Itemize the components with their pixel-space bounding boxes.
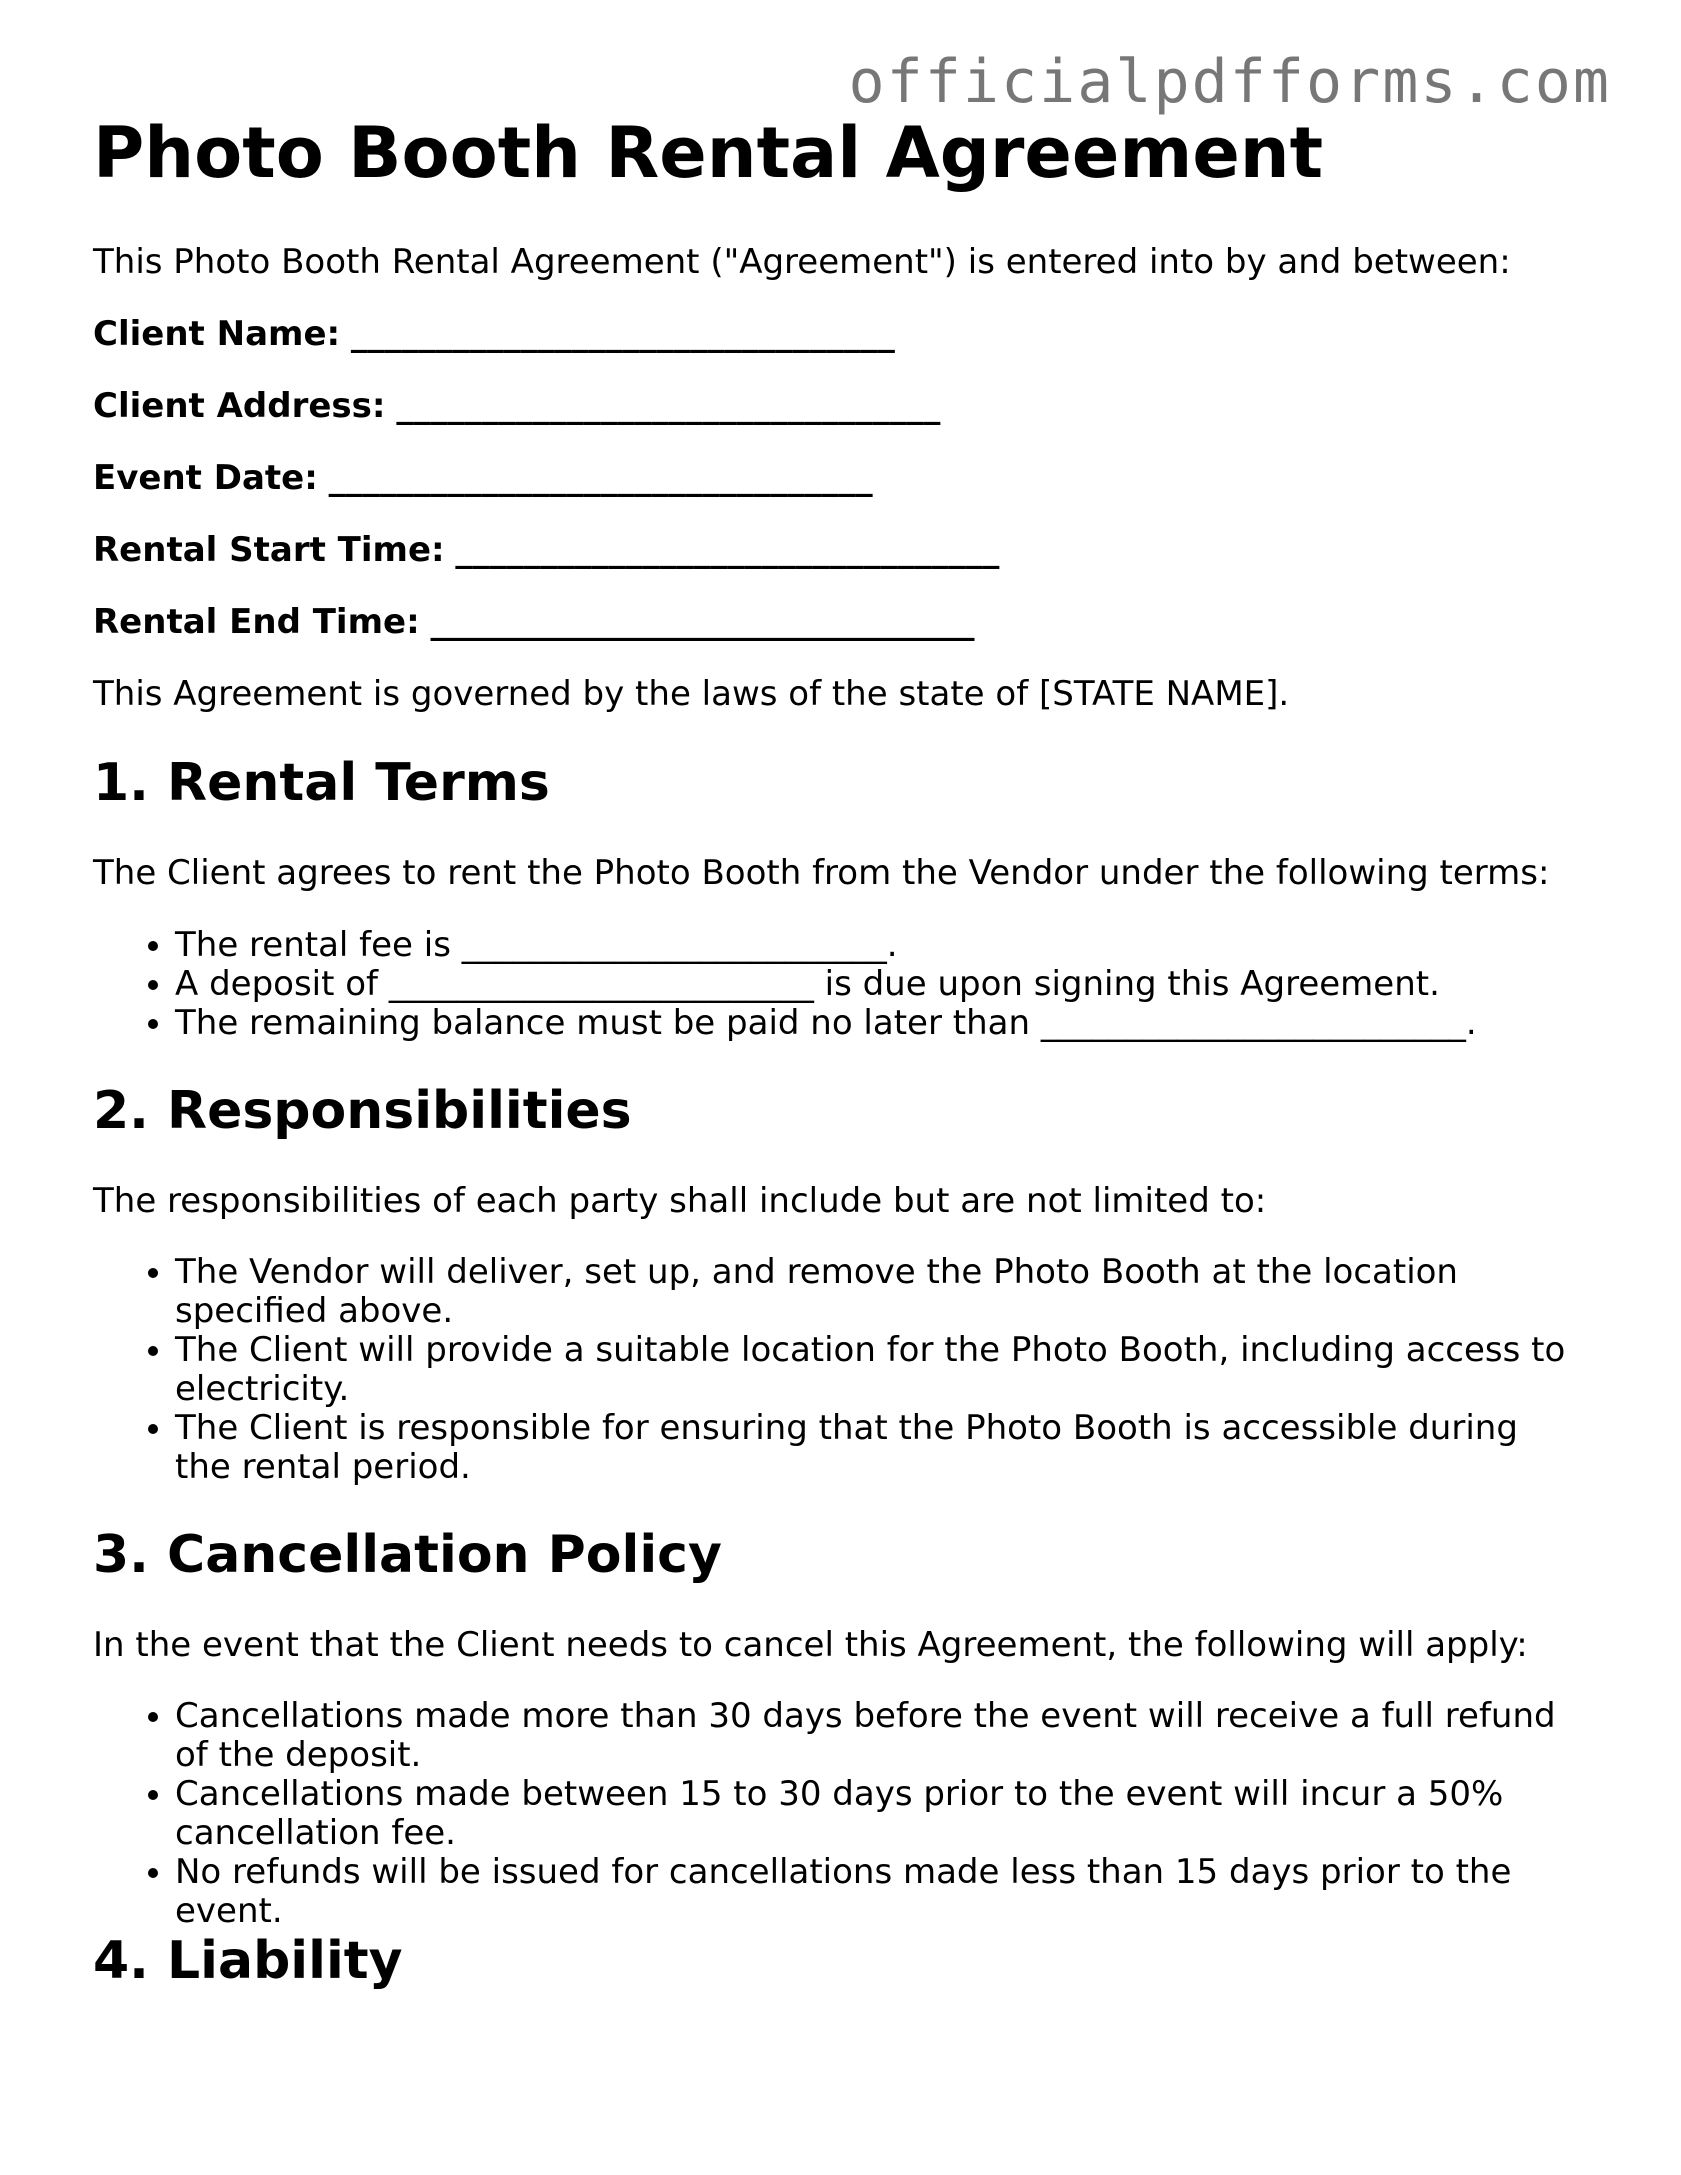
governing-law-paragraph: This Agreement is governed by the laws of the state of [STATE NAME].: [93, 674, 1290, 714]
section-intro-cancellation-policy: In the event that the Client needs to cancel this Agreement, the following will apply:: [93, 1625, 1528, 1665]
field-label: Rental Start Time:: [93, 530, 445, 570]
field-label: Event Date:: [93, 458, 318, 498]
field-client-name: [93, 314, 895, 355]
list-item: • The Vendor will deliver, set up, and remove the Photo Booth at the location specified above.: [175, 1253, 1573, 1331]
list-item: • No refunds will be issued for cancellations made less than 15 days prior to the event.: [175, 1853, 1573, 1931]
list-item: • The Client is responsible for ensuring that the Photo Booth is accessible during the rental period.: [175, 1409, 1573, 1487]
section-intro-responsibilities: The responsibilities of each party shall include but are not limited to:: [93, 1181, 1267, 1221]
field-blank: ________________________________: [430, 602, 975, 642]
rental-terms-list: [93, 926, 1573, 1043]
list-item: • A deposit of _________________________ is due upon signing this Agreement.: [175, 965, 1573, 1004]
list-item: • Cancellations made more than 30 days before the event will receive a full refund of the deposit.: [175, 1697, 1573, 1775]
responsibilities-list: [93, 1253, 1573, 1487]
list-item: • Cancellations made between 15 to 30 days prior to the event will incur a 50% cancellation fee.: [175, 1775, 1573, 1853]
field-label: Rental End Time:: [93, 602, 420, 642]
section-heading-liability: 4. Liability: [93, 1931, 403, 1991]
section-heading-rental-terms: 1. Rental Terms: [93, 753, 550, 813]
document-title: Photo Booth Rental Agreement: [93, 112, 1324, 194]
field-event-date: [93, 458, 873, 499]
field-label: Client Name:: [93, 314, 341, 354]
field-blank: ________________________________: [455, 530, 1000, 570]
cancellation-policy-list: [93, 1697, 1573, 1931]
list-item: • The rental fee is _________________________.: [175, 926, 1573, 965]
section-intro-rental-terms: The Client agrees to rent the Photo Booth from the Vendor under the following terms:: [93, 853, 1550, 893]
field-rental-end-time: [93, 602, 974, 643]
field-blank: ________________________________: [350, 314, 895, 354]
list-item: • The remaining balance must be paid no later than _________________________.: [175, 1004, 1573, 1043]
list-item: • The Client will provide a suitable location for the Photo Booth, including access to electricity.: [175, 1331, 1573, 1409]
field-blank: ________________________________: [396, 386, 941, 426]
watermark-text: officialpdfforms.com: [848, 47, 1611, 117]
field-blank: ________________________________: [328, 458, 873, 498]
field-label: Client Address:: [93, 386, 386, 426]
section-heading-responsibilities: 2. Responsibilities: [93, 1081, 632, 1141]
field-client-address: [93, 386, 940, 427]
section-heading-cancellation-policy: 3. Cancellation Policy: [93, 1525, 722, 1585]
field-rental-start-time: [93, 530, 999, 571]
intro-paragraph: This Photo Booth Rental Agreement ("Agreement") is entered into by and between:: [93, 242, 1511, 282]
